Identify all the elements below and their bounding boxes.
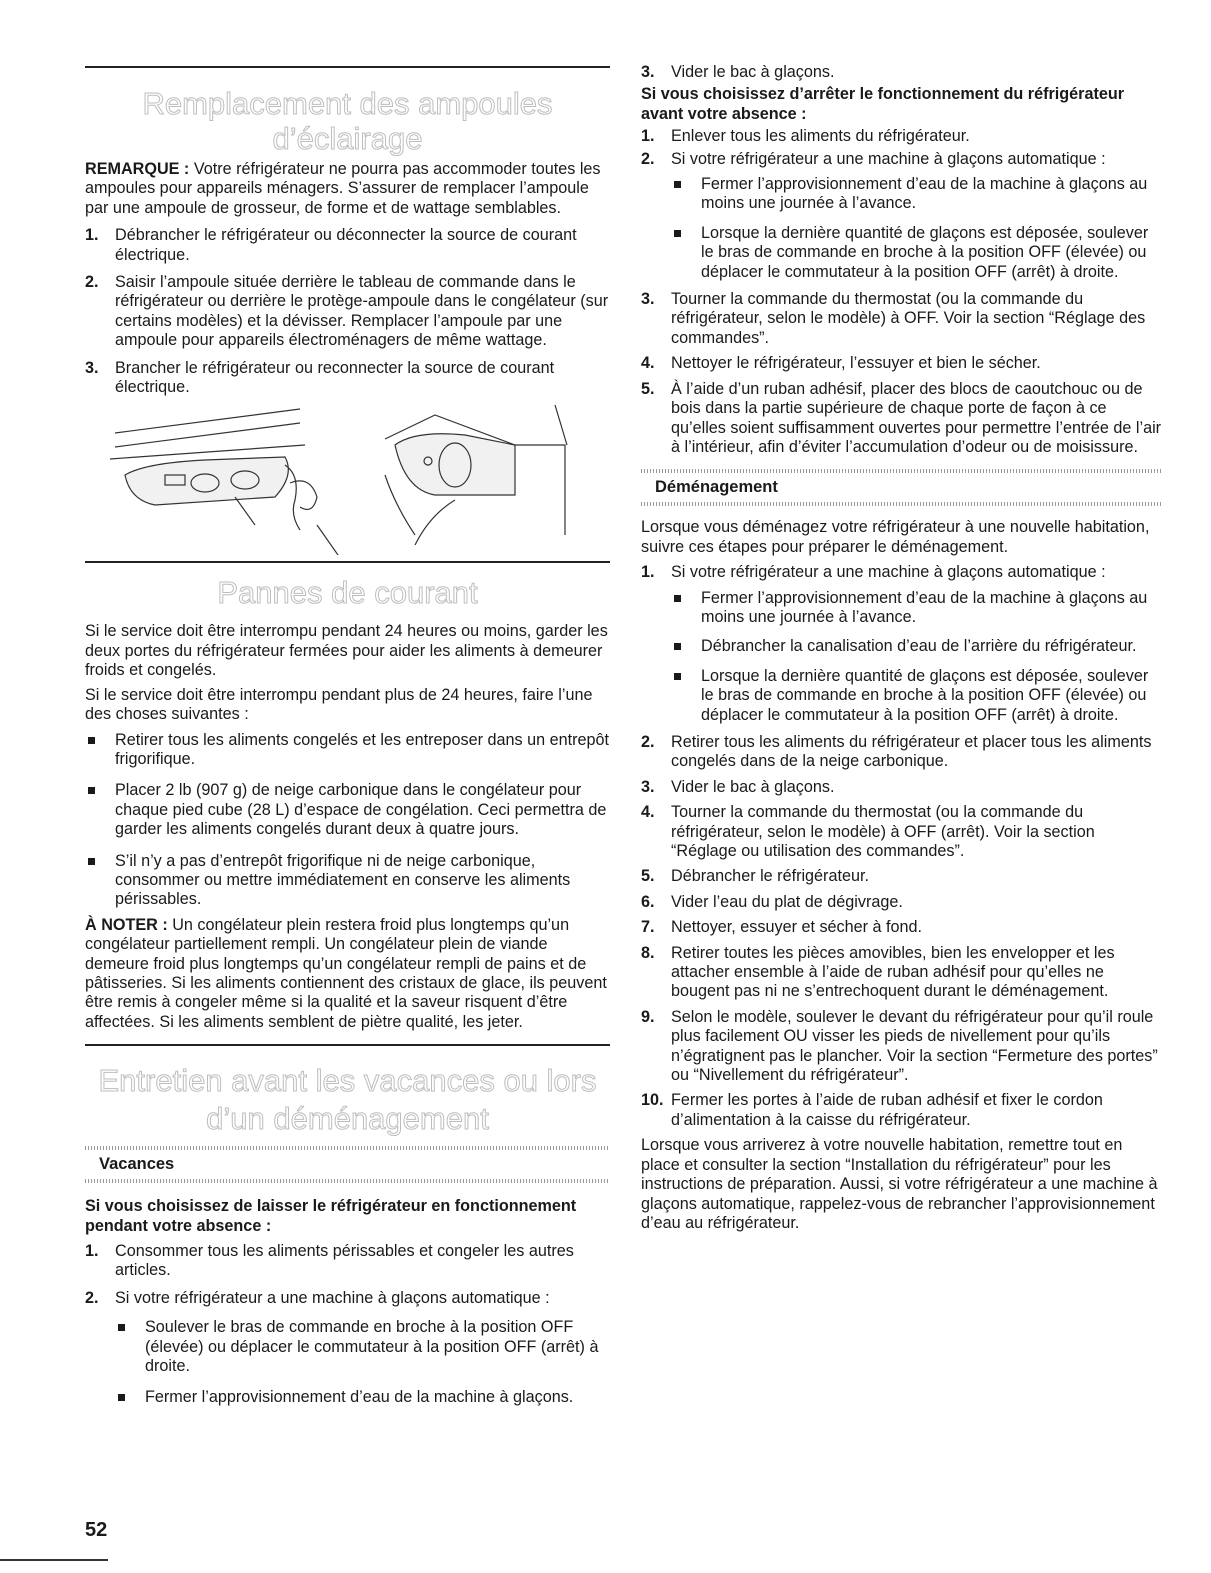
bullet-icon [88, 858, 95, 865]
list-item: Fermer l’approvisionnement d’eau de la machine à glaçons au moins une journée à l’avance. [671, 589, 1163, 628]
list-item: 5. À l’aide d’un ruban adhésif, placer des blocs de caoutchouc ou de bois dans la partie supérieure de chaque porte de façon à ce qu’elles soient suffisamment ouvertes pour permettre l’entrée de l’air à l’intérieur, afin d’éviter l’accumulation d’odeur ou de moisissure. [641, 379, 1162, 456]
bullet-icon [674, 230, 681, 237]
section-rule [85, 66, 610, 68]
control-panel-illustration [110, 409, 345, 555]
list-item: 2. Si votre réfrigérateur a une machine à glaçons automatique : [85, 1288, 550, 1307]
list-item: Débrancher la canalisation d’eau de l’arrière du réfrigérateur. [671, 637, 1163, 656]
title-line-2: d’éclairage [272, 121, 423, 156]
list-item: 1. Débrancher le réfrigérateur ou déconnecter la source de courant électrique. [85, 226, 577, 264]
list-item: Soulever le bras de commande en broche à la position OFF (élevée) ou déplacer le commutateur à la position OFF (arrêt) à droite. [115, 1318, 610, 1376]
shutdown-steps [641, 127, 1163, 169]
bullet-icon [88, 787, 95, 794]
note-label: REMARQUE : [85, 160, 190, 178]
list-item: Lorsque la dernière quantité de glaçons est déposée, soulever le bras de commande en broche à la position OFF (élevée) ou déplacer le commutateur à la position OFF (arrêt) à droite. [671, 667, 1163, 725]
title-line-2: d’un déménagement [206, 1101, 489, 1137]
bullet-icon [674, 181, 681, 188]
outage-bullets [85, 731, 610, 910]
list-item: 4. Tourner la commande du thermostat (ou la commande du réfrigérateur, selon le modèle) à OFF (arrêt). Voir la section “Réglage ou utilisation des commandes”. [641, 803, 1095, 860]
list-item: 9. Selon le modèle, soulever le devant du réfrigérateur pour qu’il roule plus facilement OU visser les pieds de nivellement pour qu’ils n’égratignent pas le plancher. Voir la section “Fermeture des portes” ou “Nivellement du réfrigérateur”. [641, 1007, 1158, 1085]
section-title-vacation-moving [85, 1062, 610, 1138]
paragraph: Lorsque vous arriverez à votre nouvelle habitation, remettre tout en place et consulter la section “Installation du réfrigérateur” pour les instructions de préparation. Aussi, si votre réfrigérateur a une machine à glaçons automatique, rappelez-vous de rebrancher l’approvisionnement d’eau au réfrigérateur. [641, 1136, 1158, 1232]
bulb-steps [85, 226, 610, 397]
list-item: 2. Retirer tous les aliments du réfrigérateur et placer tous les aliments congelés dans de la neige carbonique. [641, 732, 1152, 771]
dotted-divider [85, 1179, 610, 1183]
list-item: Retirer tous les aliments congelés et les entreposer dans un entrepôt frigorifique. [85, 731, 610, 770]
list-item: S’il n’y a pas d’entrepôt frigorifique ni de neige carbonique, consommer ou mettre immédiatement en conserve les aliments périssables. [85, 852, 610, 910]
list-item: 3. Vider le bac à glaçons. [641, 63, 835, 81]
note-label: À NOTER : [85, 915, 168, 934]
note-text: Votre réfrigérateur ne pourra pas accommoder toutes les ampoules pour appareils ménagers. S’assurer de remplacer l’ampoule par une ampoule de grosseur, de forme et de wattage semblables. [85, 160, 601, 217]
list-item: 10. Fermer les portes à l’aide de ruban adhésif et fixer le cordon d’alimentation à la caisse du réfrigérateur. [641, 1091, 1103, 1129]
list-item: Fermer l’approvisionnement d’eau de la machine à glaçons au moins une journée à l’avance. [671, 175, 1163, 214]
subsection-heading-vacances: Vacances [99, 1155, 175, 1174]
vacation-bullets [85, 1318, 610, 1408]
subsection-heading-demenagement: Déménagement [655, 478, 778, 497]
section-title-power-outage: Pannes de courant [217, 575, 478, 611]
note-text: Un congélateur plein restera froid plus longtemps qu’un congélateur partiellement rempli. Un congélateur plein de viande demeure froid plus longtemps qu’un congélateur rempli de pains et de pâtisseries. Si les aliments contiennent des cristaux de glace, ils peuvent être remis à congeler même si la qualité et la saveur risquent d’être affectées. Si les aliments semblent de piètre qualité, les jeter. [85, 915, 607, 1031]
list-item: 4. Nettoyer le réfrigérateur, l’essuyer et bien le sécher. [641, 354, 1041, 373]
title-line-1: Remplacement des ampoules [142, 86, 553, 121]
dotted-divider [641, 469, 1163, 473]
section-rule [85, 561, 610, 563]
list-item: 2. Si votre réfrigérateur a une machine à glaçons automatique : [641, 149, 1106, 168]
footer-rule [0, 1559, 108, 1561]
bullet-icon [88, 737, 95, 744]
title-line-1: Entretien avant les vacances ou lors [98, 1063, 597, 1099]
list-item: 7. Nettoyer, essuyer et sécher à fond. [641, 918, 923, 937]
bullet-icon [118, 1394, 125, 1401]
list-item: 3. Brancher le réfrigérateur ou reconnecter la source de courant électrique. [85, 358, 555, 397]
bold-subheading: Si vous choisissez d’arrêter le fonctionnement du réfrigérateur avant votre absence : [641, 85, 1125, 123]
vacation-steps [85, 1242, 610, 1308]
shutdown-steps-continued [641, 290, 1163, 457]
list-item: Placer 2 lb (907 g) de neige carbonique dans le congélateur pour chaque pied cube (28 L) d’espace de congélation. Ceci permettra de garder les aliments congelés durant deux à quatre jours. [85, 781, 610, 839]
moving-step-1 [641, 563, 1163, 582]
right-column [641, 0, 1163, 1233]
list-item: Lorsque la dernière quantité de glaçons est déposée, soulever le bras de commande en broche à la position OFF (élevée) ou déplacer le commutateur à la position OFF (arrêt) à droite. [671, 224, 1163, 282]
list-item: 6. Vider l’eau du plat de dégivrage. [641, 892, 903, 911]
paragraph: Si le service doit être interrompu pendant 24 heures ou moins, garder les deux portes du réfrigérateur fermées pour aider les aliments à demeurer froids et congelés. [85, 622, 608, 680]
dotted-divider [85, 1146, 610, 1150]
bullet-icon [674, 643, 681, 650]
paragraph: Lorsque vous déménagez votre réfrigérateur à une nouvelle habitation, suivre ces étapes pour préparer le déménagement. [641, 518, 1150, 556]
dotted-divider [641, 502, 1163, 506]
bullet-icon [674, 595, 681, 602]
bulb-illustration [85, 405, 610, 555]
moving-bullets [641, 589, 1163, 725]
list-item: 3. Tourner la commande du thermostat (ou la commande du réfrigérateur, selon le modèle) à OFF. Voir la section “Réglage des commandes”. [641, 290, 1146, 347]
section-rule [85, 1044, 610, 1046]
list-item: 1. Enlever tous les aliments du réfrigérateur. [641, 127, 970, 146]
moving-steps-continued [641, 733, 1163, 1130]
list-item: Fermer l’approvisionnement d’eau de la machine à glaçons. [115, 1388, 610, 1407]
bold-subheading: Si vous choisissez de laisser le réfrigérateur en fonctionnement pendant votre absence : [85, 1197, 577, 1235]
shutdown-bullets [641, 175, 1163, 282]
vacation-step-3 [641, 63, 1163, 82]
note-paragraph [85, 916, 610, 1032]
list-item: 1. Consommer tous les aliments périssables et congeler les autres articles. [85, 1242, 574, 1280]
paragraph: Si le service doit être interrompu pendant plus de 24 heures, faire l’une des choses suivantes : [85, 685, 593, 724]
section-title-light-bulbs [85, 86, 610, 156]
list-item: 1. Si votre réfrigérateur a une machine à glaçons automatique : [641, 563, 1106, 582]
list-item: 2. Saisir l’ampoule située derrière le tableau de commande dans le réfrigérateur ou derrière le protège-ampoule dans le congélateur (sur certains modèles) et la dévisser. Remplacer l’ampoule par une ampoule pour appareils électroménagers de même wattage. [85, 273, 609, 350]
list-item: 5. Débrancher le réfrigérateur. [641, 867, 869, 886]
freezer-light-illustration [385, 405, 567, 545]
bullet-icon [674, 673, 681, 680]
left-column [85, 0, 610, 1408]
note-paragraph [85, 160, 610, 218]
list-item: 8. Retirer toutes les pièces amovibles, bien les envelopper et les attacher ensemble à l’aide de ruban adhésif pour qu’elles ne bougent pas ni ne s’entrechoquent durant le déménagement. [641, 943, 1115, 1001]
list-item: 3. Vider le bac à glaçons. [641, 777, 835, 796]
page-number: 52 [85, 1519, 108, 1541]
bullet-icon [118, 1324, 125, 1331]
